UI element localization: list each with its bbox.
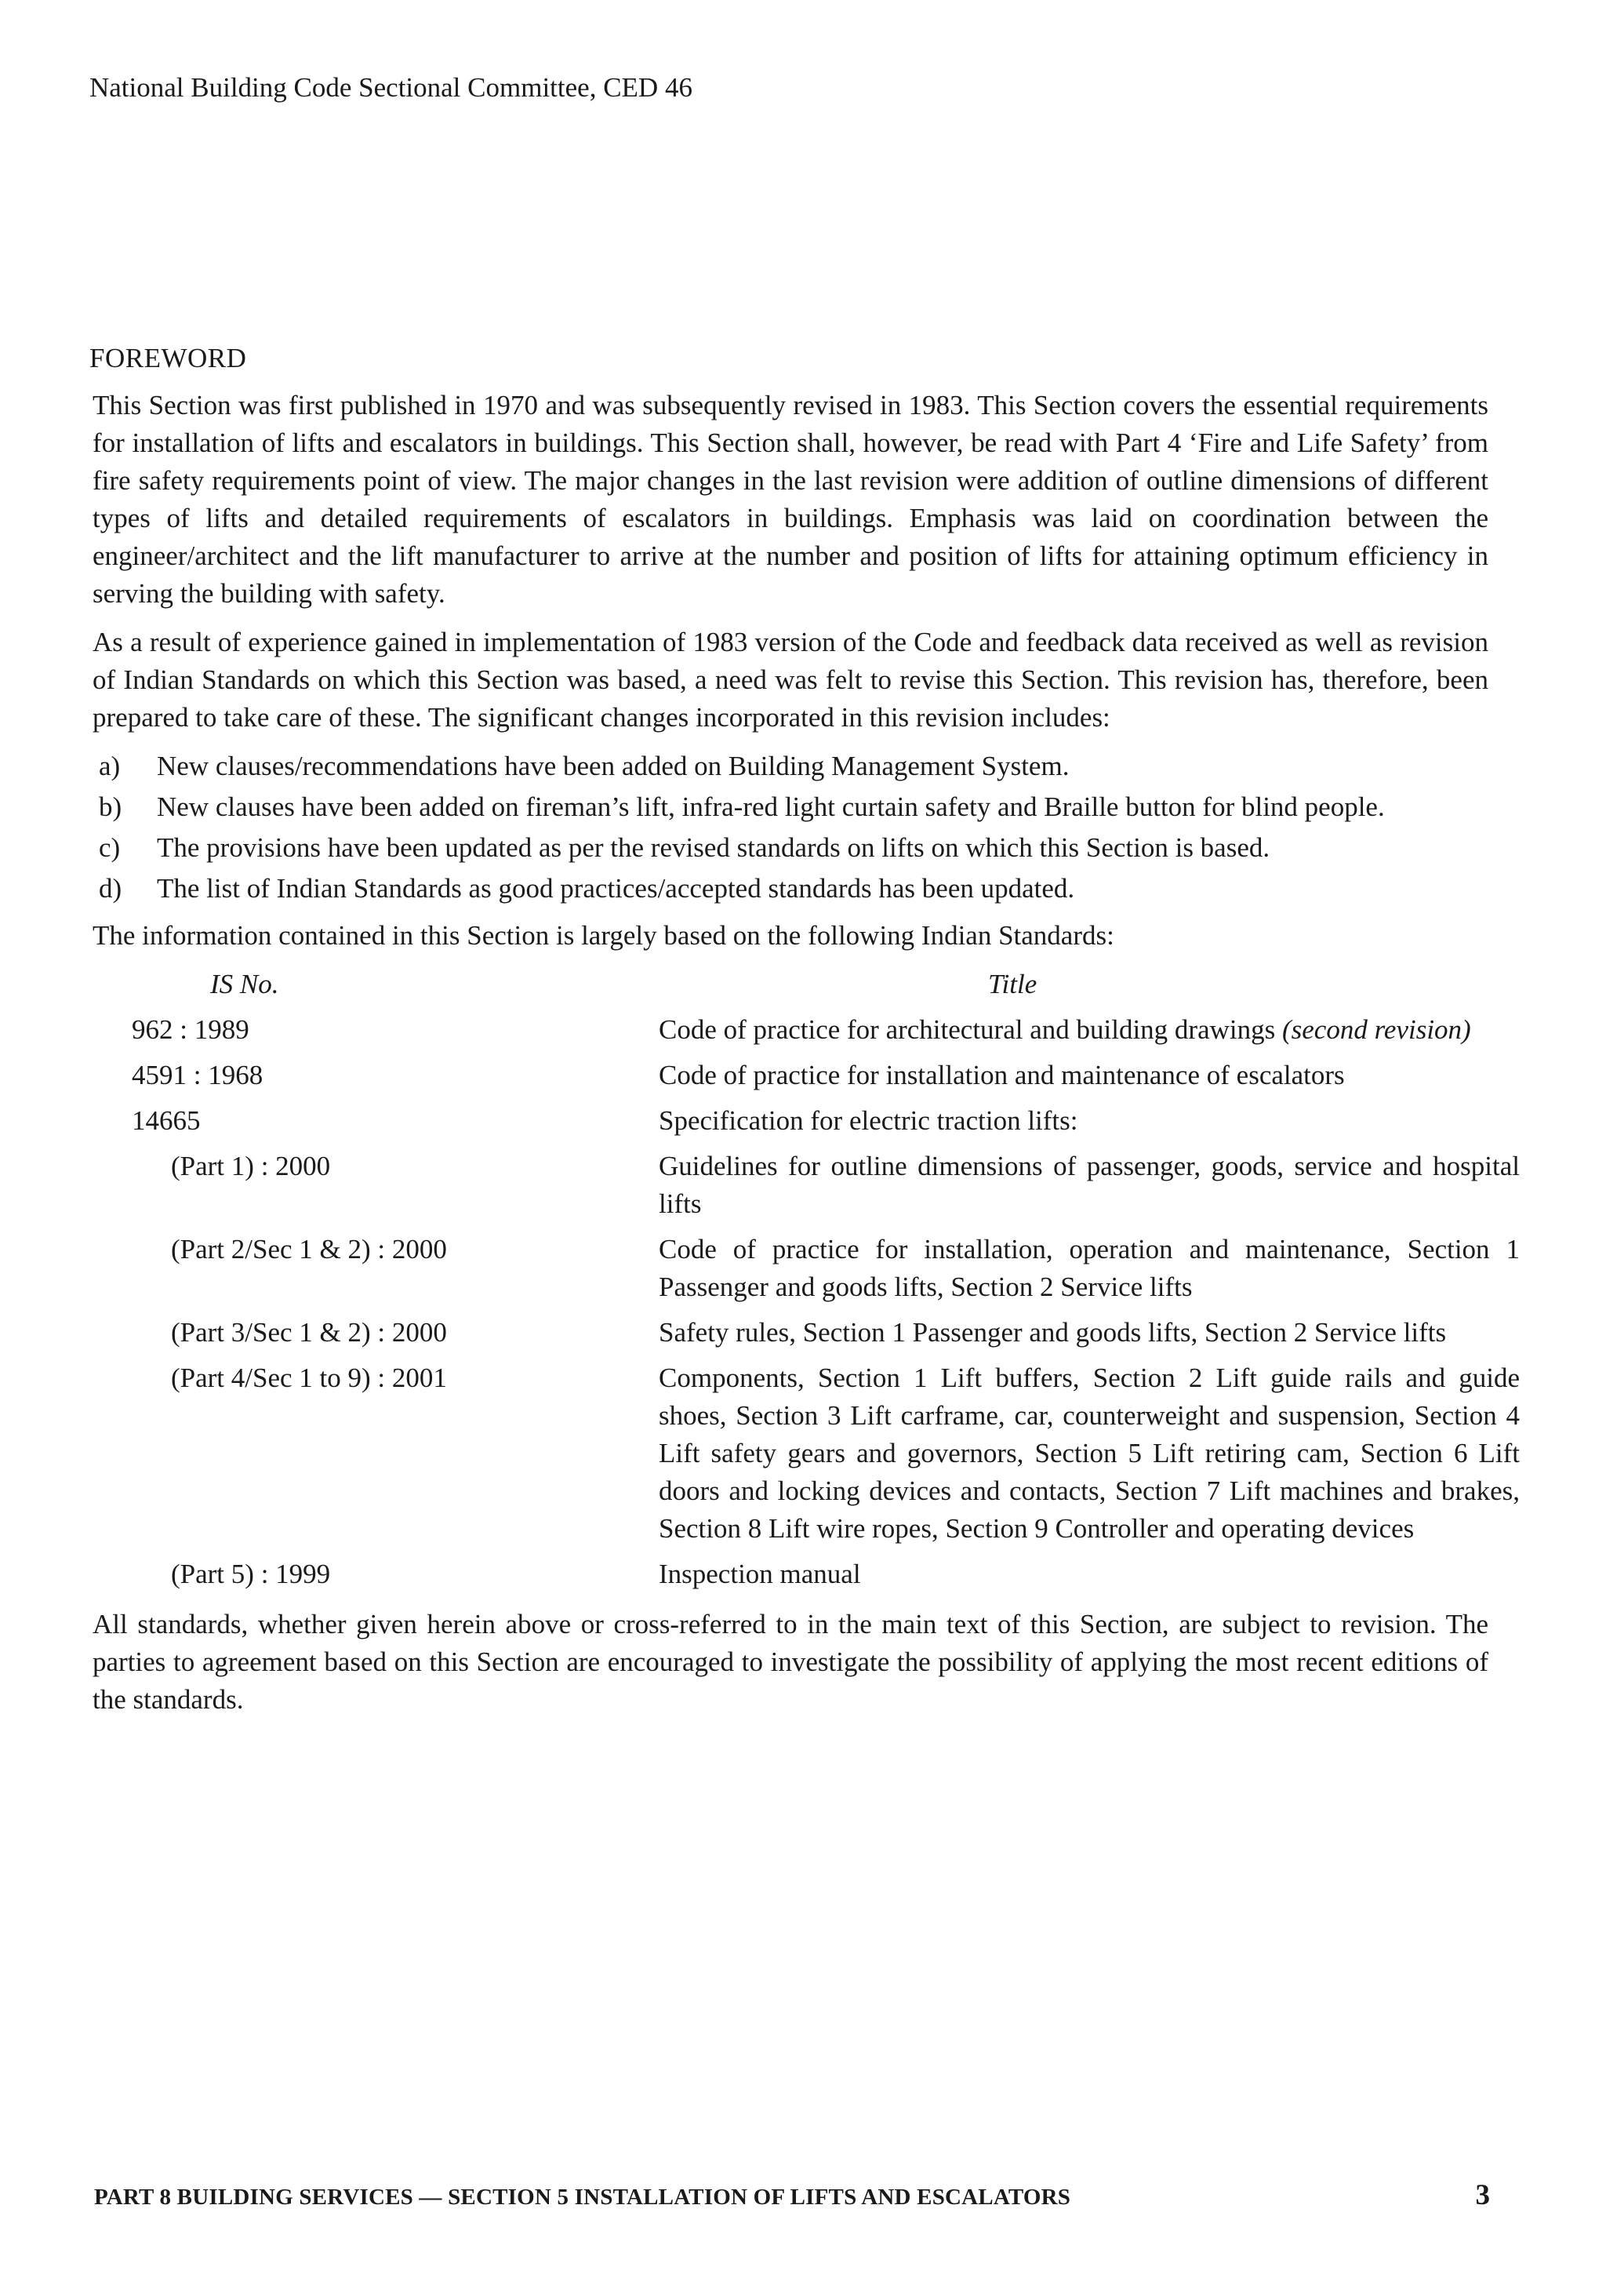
standard-part-number: (Part 2/Sec 1 & 2) : 2000 bbox=[171, 1234, 447, 1264]
standard-title: Code of practice for installation and maintenance of escalators bbox=[659, 1060, 1345, 1090]
list-marker: d) bbox=[99, 873, 122, 904]
column-header-is-no: IS No. bbox=[210, 969, 279, 999]
table-row bbox=[132, 1231, 1520, 1314]
list-item-text: The provisions have been updated as per the revised standards on lifts on which this Section is based. bbox=[157, 832, 1270, 863]
standard-title: Safety rules, Section 1 Passenger and goods lifts, Section 2 Service lifts bbox=[659, 1317, 1447, 1348]
foreword-paragraph-2: As a result of experience gained in implementation of 1983 version of the Code and feedback data received as well as revision of Indian Standards on which this Section was based, a need was felt to revise this Section. This revision has, therefore, been prepared to take care of these. The significant changes incorporated in this revision includes: bbox=[93, 627, 1488, 733]
page-footer: PART 8 BUILDING SERVICES — SECTION 5 INSTALLATION OF LIFTS AND ESCALATORS bbox=[94, 2185, 1071, 2210]
page-header: National Building Code Sectional Committee, CED 46 bbox=[89, 72, 692, 103]
list-item-text: New clauses/recommendations have been added on Building Management System. bbox=[157, 751, 1070, 781]
standard-title bbox=[659, 1011, 1520, 1057]
list-item bbox=[93, 870, 1488, 908]
standard-number: 14665 bbox=[132, 1105, 201, 1136]
standard-number: 962 : 1989 bbox=[132, 1014, 249, 1045]
column-header-title: Title bbox=[988, 969, 1037, 999]
list-marker: b) bbox=[99, 791, 122, 822]
foreword-paragraph-4: All standards, whether given herein above or cross-referred to in the main text of this Section, are subject to revision. The parties to agreement based on this Section are encouraged to investigate the possibility of applying the most recent editions of the standards. bbox=[93, 1609, 1488, 1715]
list-marker: a) bbox=[99, 751, 121, 781]
standard-part-number: (Part 5) : 1999 bbox=[171, 1559, 331, 1589]
table-row bbox=[132, 1556, 1520, 1593]
standard-part-number: (Part 1) : 2000 bbox=[171, 1151, 331, 1181]
list-item bbox=[93, 788, 1488, 826]
list-item bbox=[93, 748, 1488, 785]
table-row bbox=[132, 1011, 1520, 1057]
table-row bbox=[132, 1314, 1520, 1359]
standard-title: Components, Section 1 Lift buffers, Section 2 Lift guide rails and guide shoes, Section 3 Lift carframe, car, counterweight and suspension, Section 4 Lift safety gears and governors, Section 5 Lift retiring cam, Section 6 Lift doors and locking devices and contacts, Section 7 Lift machines and brakes, Section 8 Lift wire ropes, Section 9 Controller and operating devices bbox=[659, 1363, 1520, 1544]
table-row bbox=[132, 1057, 1520, 1102]
foreword-body bbox=[93, 387, 1520, 1730]
standards-table bbox=[132, 966, 1520, 1593]
table-row bbox=[132, 1102, 1520, 1148]
foreword-heading: FOREWORD bbox=[89, 343, 247, 373]
standard-part-number: (Part 4/Sec 1 to 9) : 2001 bbox=[171, 1363, 447, 1393]
foreword-paragraph-3: The information contained in this Section is largely based on the following Indian Standards: bbox=[93, 920, 1114, 951]
standard-number: 4591 : 1968 bbox=[132, 1060, 263, 1090]
standard-title-main: Code of practice for architectural and building drawings bbox=[659, 1014, 1282, 1045]
standard-title: Specification for electric traction lifts: bbox=[659, 1105, 1078, 1136]
page-number: 3 bbox=[1475, 2179, 1490, 2211]
table-header-row bbox=[132, 966, 1520, 1011]
list-item-text: New clauses have been added on fireman’s lift, infra-red light curtain safety and Braille button for blind people. bbox=[157, 791, 1385, 822]
changes-list bbox=[93, 748, 1488, 908]
table-row bbox=[132, 1148, 1520, 1231]
foreword-paragraph-1: This Section was first published in 1970 and was subsequently revised in 1983. This Section covers the essential requirements for installation of lifts and escalators in buildings. This Section shall, however, be read with Part 4 ‘Fire and Life Safety’ from fire safety requirements point of view. The major changes in the last revision were addition of outline dimensions of different types of lifts and detailed requirements of escalators in buildings. Emphasis was laid on coordination between the engineer/architect and the lift manufacturer to arrive at the number and position of lifts for attaining optimum efficiency in serving the building with safety. bbox=[93, 390, 1488, 609]
standard-title-revision: (second revision) bbox=[1282, 1014, 1471, 1045]
standard-title: Code of practice for installation, operation and maintenance, Section 1 Passenger and goods lifts, Section 2 Service lifts bbox=[659, 1234, 1520, 1302]
standard-part-number: (Part 3/Sec 1 & 2) : 2000 bbox=[171, 1317, 447, 1348]
list-item-text: The list of Indian Standards as good practices/accepted standards has been updated. bbox=[157, 873, 1075, 904]
standard-title: Inspection manual bbox=[659, 1559, 861, 1589]
list-item bbox=[93, 829, 1488, 867]
list-marker: c) bbox=[99, 832, 121, 863]
table-row bbox=[132, 1359, 1520, 1556]
standard-title: Guidelines for outline dimensions of passenger, goods, service and hospital lifts bbox=[659, 1151, 1520, 1219]
